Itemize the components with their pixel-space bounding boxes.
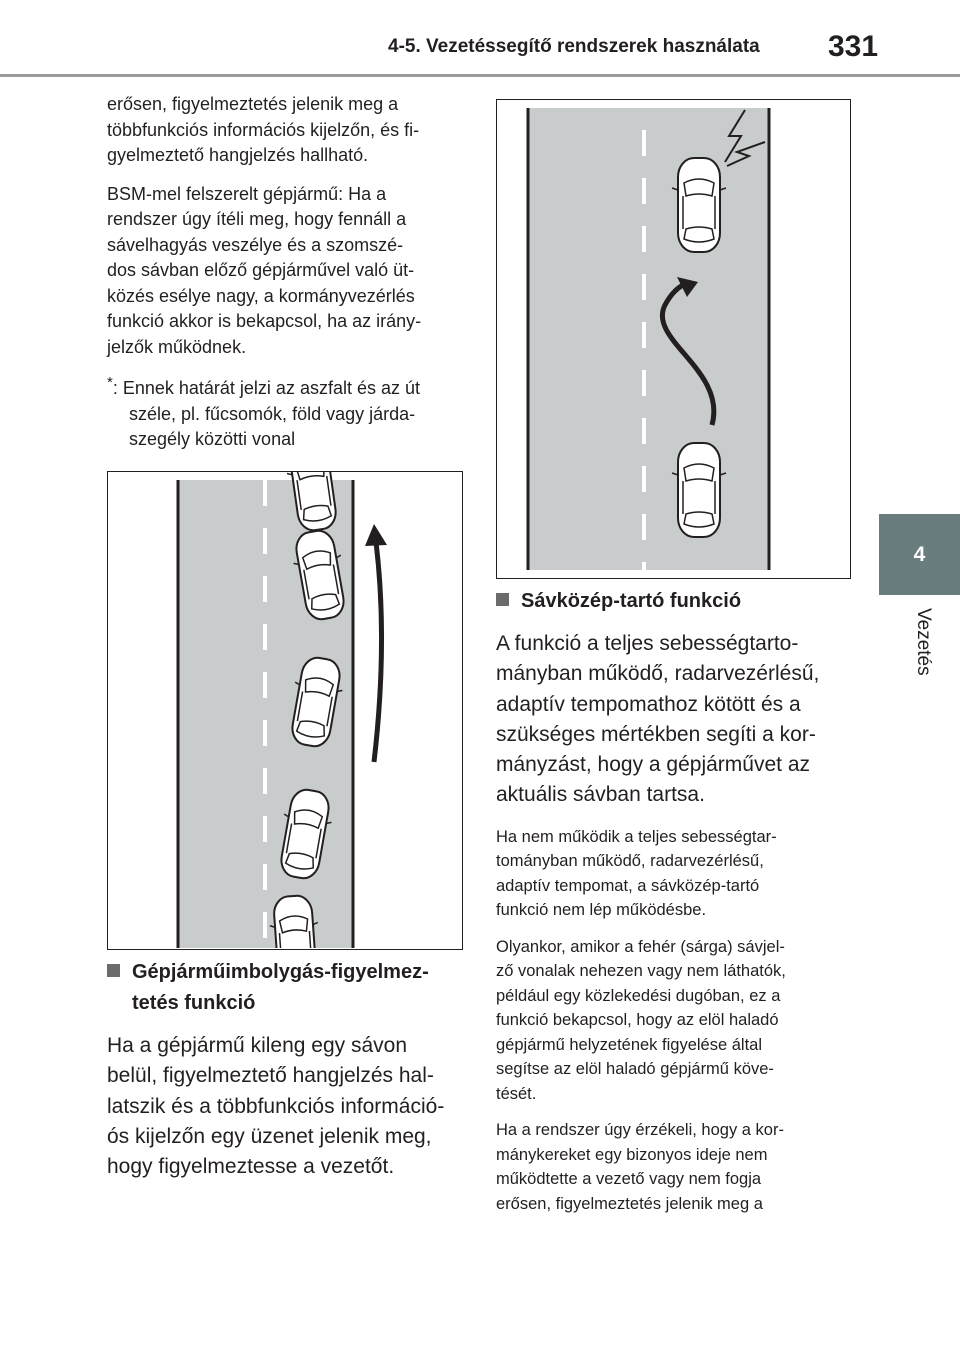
paragraph: Ha nem működik a teljes sebességtar- tományban működő, radarvezérlésű, adaptív tempomat, a sávközép-tartó funkció nem lép működésbe.	[496, 827, 777, 920]
chapter-number: 4	[913, 542, 926, 566]
header-rule	[0, 74, 960, 77]
paragraph: A funkció a teljes sebességtarto- mányban működő, radarvezérlésű, adaptív tempomathoz kötött és a szükséges mértékben segíti a kor- mányzást, hogy a gépjárművet az aktuális sávban tartsa.	[496, 632, 820, 807]
section-heading: Sávközép-tartó funkció	[496, 586, 856, 617]
right-text-column	[496, 586, 856, 1216]
arrow-head-icon	[365, 524, 387, 546]
road	[528, 108, 769, 570]
footnote: *: Ennek határát jelzi az aszfalt és az út széle, pl. fűcsomók, föld vagy járda- szegély közötti vonal	[107, 374, 421, 449]
paragraph: Ha a gépjármű kileng egy sávon belül, figyelmeztető hangjelzés hal- latszik és a többfunkciós információ- ós kijelzőn egy üzenet jelenik meg, hogy figyelmeztesse a vezetőt.	[107, 1034, 445, 1179]
paragraph: BSM-mel felszerelt gépjármű: Ha a rendszer úgy ítéli meg, hogy fennáll a sávelhagyás veszélye és a szomszé- dos sávban előző gépjárművel való üt- közés esélye nagy, a kormányvezérlés funkció akkor is bekapcsol, ha az irány- jelzők működnek.	[107, 183, 422, 357]
paragraph: Olyankor, amikor a fehér (sárga) sávjel- ző vonalak nehezen vagy nem láthatók, például egy közlekedési dugóban, ez a funkció bekapcsol, hogy az elöl haladó gépjármű helyzetének figyelése által segítse az elöl haladó gépjármű köve- tését.	[496, 937, 786, 1103]
chapter-tab	[879, 514, 960, 595]
square-bullet-icon	[107, 964, 120, 977]
section-heading: Gépjárműimbolygás-figyelmez- tetés funkció	[107, 957, 467, 1019]
lane-centering-illustration	[497, 100, 849, 577]
travel-direction-arrow	[374, 542, 382, 762]
lane-centering-figure	[496, 99, 851, 579]
page-number: 331	[828, 30, 879, 63]
car-icon	[672, 158, 726, 252]
square-bullet-icon	[496, 593, 509, 606]
sway-section	[107, 957, 467, 1182]
paragraph: Ha a rendszer úgy érzékeli, hogy a kor- mánykereket egy bizonyos ideje nem működtette a vezető vagy nem fogja erősen, figyelmeztetés jelenik meg a	[496, 1121, 784, 1213]
chapter-label: Vezetés	[913, 608, 934, 676]
paragraph: erősen, figyelmeztetés jelenik meg a többfunkciós információs kijelzőn, és fi- gyelmeztető hangjelzés hallható.	[107, 94, 420, 165]
sway-warning-figure	[107, 471, 463, 950]
sway-illustration	[108, 472, 461, 948]
footnote-marker: *	[107, 374, 113, 391]
section-title: 4-5. Vezetéssegítő rendszerek használata	[388, 36, 760, 57]
car-icon	[672, 443, 726, 537]
left-intro-text	[107, 92, 467, 453]
